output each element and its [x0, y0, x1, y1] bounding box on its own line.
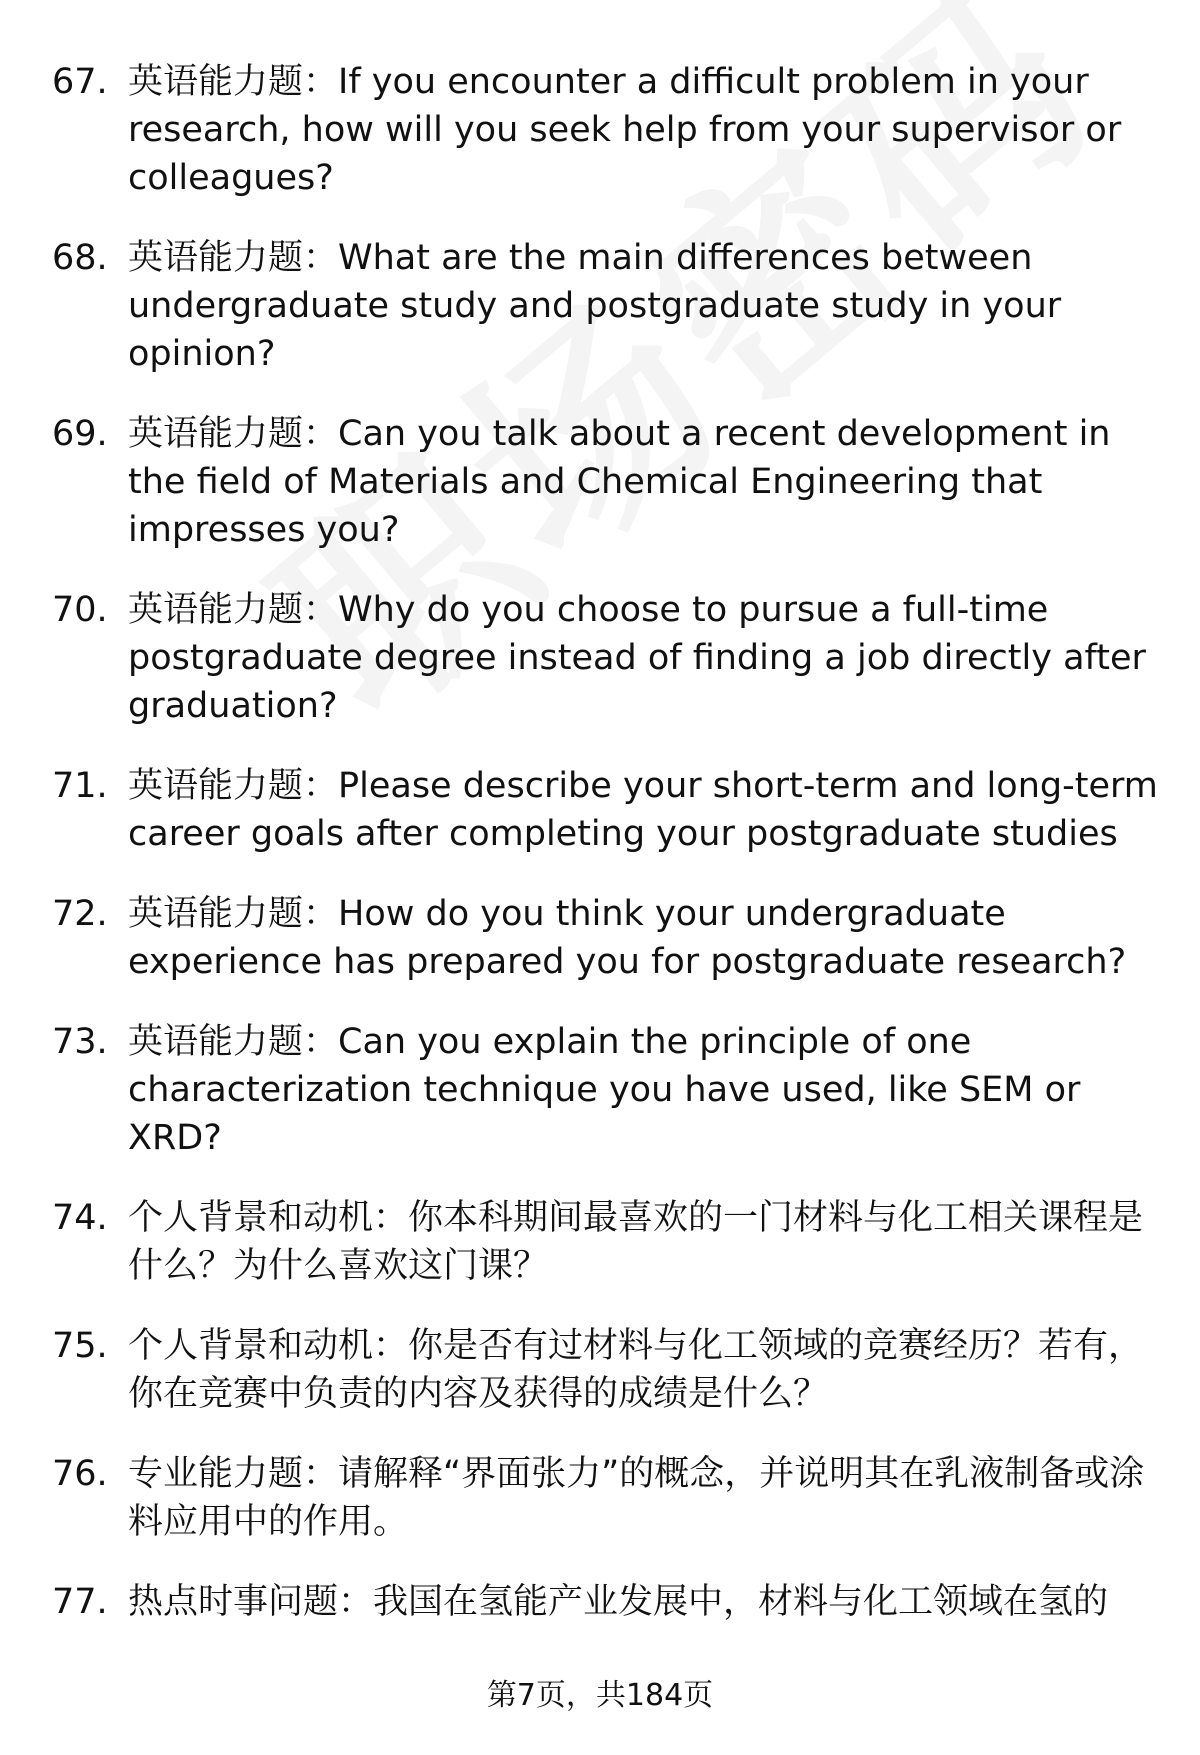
question-number: 74. — [52, 1198, 108, 1238]
question-text: If you encounter a difficult problem in your research, how will you seek help from your supervisor or colleagues? — [128, 62, 1122, 198]
question-number: 69. — [52, 414, 108, 454]
question-body — [128, 234, 1162, 378]
question-number: 67. — [52, 62, 108, 102]
question-item — [52, 58, 1162, 202]
question-text: Why do you choose to pursue a full-time postgraduate degree instead of finding a job directly after graduation? — [128, 590, 1146, 726]
question-item — [52, 1322, 1162, 1418]
question-category: 个人背景和动机： — [128, 1326, 409, 1366]
question-number: 76. — [52, 1454, 108, 1494]
question-text: 你是否有过材料与化工领域的竞赛经历？若有，你在竞赛中负责的内容及获得的成绩是什么？ — [128, 1326, 1144, 1414]
question-item — [52, 1450, 1162, 1546]
question-body — [128, 890, 1162, 986]
question-item — [52, 410, 1162, 554]
question-text: 我国在氢能产业发展中，材料与化工领域在氢的 — [373, 1582, 1109, 1622]
question-item — [52, 586, 1162, 730]
question-number: 73. — [52, 1022, 108, 1062]
question-body — [128, 1322, 1162, 1418]
question-body — [128, 1578, 1162, 1626]
question-body — [128, 762, 1162, 858]
question-item — [52, 234, 1162, 378]
question-category: 英语能力题： — [128, 590, 339, 630]
question-body — [128, 1450, 1162, 1546]
question-number: 75. — [52, 1326, 108, 1366]
question-number: 71. — [52, 766, 108, 806]
question-category: 英语能力题： — [128, 1022, 339, 1062]
question-body — [128, 58, 1162, 202]
question-category: 英语能力题： — [128, 238, 339, 278]
question-item — [52, 1194, 1162, 1290]
question-category: 热点时事问题： — [128, 1582, 374, 1622]
question-text: Can you talk about a recent development in the field of Materials and Chemical Engineering that impresses you? — [128, 414, 1111, 550]
question-category: 英语能力题： — [128, 414, 339, 454]
question-item — [52, 762, 1162, 858]
question-category: 专业能力题： — [128, 1454, 339, 1494]
question-body — [128, 1194, 1162, 1290]
question-list — [52, 58, 1162, 1658]
question-body — [128, 586, 1162, 730]
question-text: What are the main differences between undergraduate study and postgraduate study in your opinion? — [128, 238, 1062, 374]
question-number: 68. — [52, 238, 108, 278]
question-item — [52, 890, 1162, 986]
question-item — [52, 1018, 1162, 1162]
question-number: 72. — [52, 894, 108, 934]
question-text: 你本科期间最喜欢的一门材料与化工相关课程是什么？为什么喜欢这门课？ — [128, 1198, 1144, 1286]
question-category: 个人背景和动机： — [128, 1198, 409, 1238]
page-footer: 第7页，共184页 — [486, 1678, 714, 1713]
question-category: 英语能力题： — [128, 766, 339, 806]
question-text: Please describe your short-term and long-term career goals after completing your postgraduate studies — [128, 766, 1158, 854]
question-number: 77. — [52, 1582, 108, 1622]
question-item — [52, 1578, 1162, 1626]
question-text: Can you explain the principle of one characterization technique you have used, like SEM or XRD? — [128, 1022, 1081, 1158]
question-text: How do you think your undergraduate experience has prepared you for postgraduate research? — [128, 894, 1127, 982]
question-category: 英语能力题： — [128, 894, 339, 934]
question-text: 请解释“界面张力”的概念，并说明其在乳液制备或涂料应用中的作用。 — [128, 1454, 1145, 1542]
question-number: 70. — [52, 590, 108, 630]
question-body — [128, 1018, 1162, 1162]
question-body — [128, 410, 1162, 554]
question-category: 英语能力题： — [128, 62, 339, 102]
